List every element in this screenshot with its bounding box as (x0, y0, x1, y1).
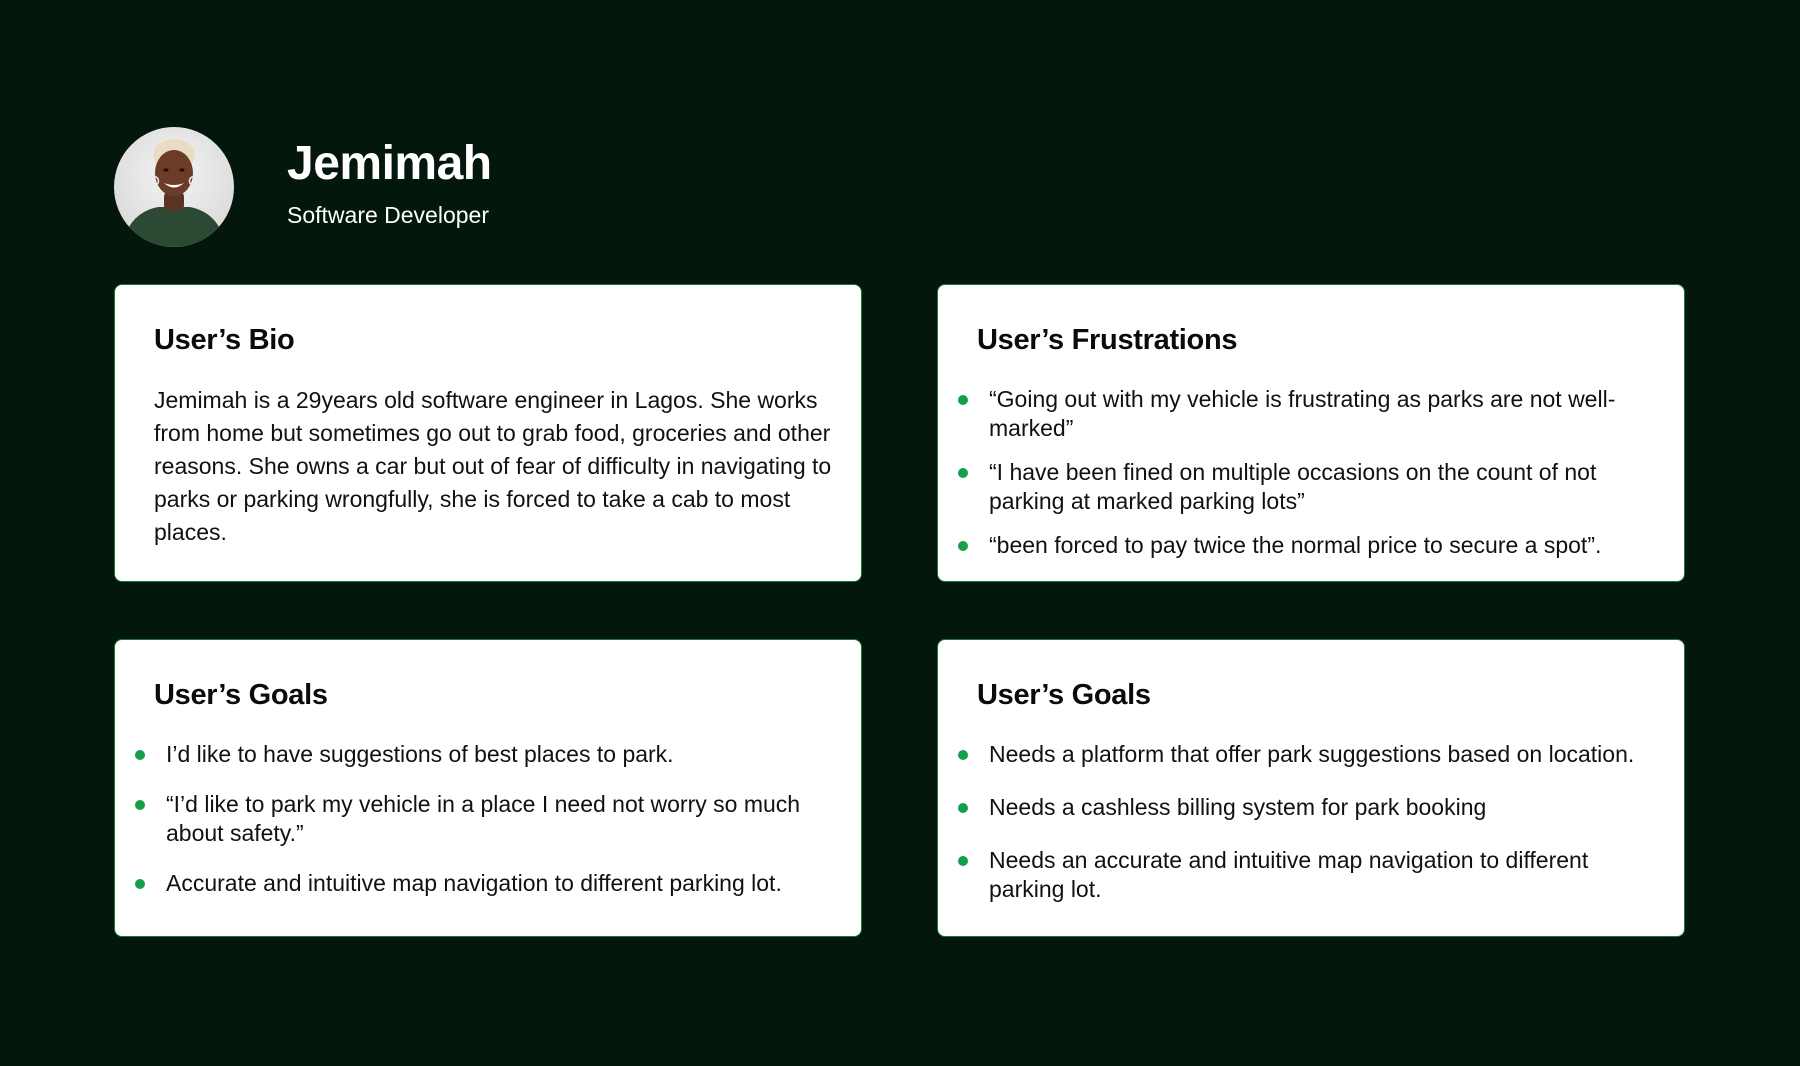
user-needs-card (937, 639, 1685, 937)
user-bio-card (114, 284, 862, 582)
persona-role: Software Developer (287, 201, 489, 228)
list-item-text: Needs a cashless billing system for park booking (989, 794, 1487, 820)
user-goals-title: User’s Goals (154, 679, 328, 711)
bullet-dot-icon (135, 750, 145, 760)
bullet-dot-icon (135, 879, 145, 889)
user-bio-title: User’s Bio (154, 324, 295, 356)
list-item (958, 385, 1658, 443)
goals-list (135, 740, 835, 919)
user-frustrations-card (937, 284, 1685, 582)
bullet-dot-icon (958, 856, 968, 866)
user-bio-text: Jemimah is a 29years old software engineer in Lagos. She works from home but sometimes go out to grab food, groceries and other reasons. She owns a car but out of fear of difficulty in navigating to parks or parking wrongfully, she is forced to take a cab to most places. (154, 387, 832, 545)
list-item-text: “been forced to pay twice the normal price to secure a spot”. (989, 532, 1602, 558)
list-item (135, 790, 835, 848)
persona-name: Jemimah (287, 136, 492, 190)
user-frustrations-title: User’s Frustrations (977, 324, 1238, 356)
user-needs-title: User’s Goals (977, 679, 1151, 711)
list-item-text: Needs an accurate and intuitive map navigation to different parking lot. (989, 847, 1589, 902)
bullet-dot-icon (958, 541, 968, 551)
list-item (135, 869, 835, 898)
list-item-text: “I have been fined on multiple occasions on the count of not parking at marked parking lots” (989, 459, 1597, 514)
frustrations-list (958, 385, 1658, 575)
list-item-text: “Going out with my vehicle is frustrating as parks are not well-marked” (989, 386, 1616, 441)
needs-list (958, 740, 1658, 928)
list-item-text: “I’d like to park my vehicle in a place I need not worry so much about safety.” (166, 791, 801, 846)
user-goals-card (114, 639, 862, 937)
bullet-dot-icon (958, 803, 968, 813)
persona-header (114, 127, 492, 247)
list-item (958, 846, 1658, 904)
bullet-dot-icon (958, 395, 968, 405)
list-item (958, 458, 1658, 516)
bullet-dot-icon (958, 468, 968, 478)
list-item (958, 793, 1658, 822)
list-item (135, 740, 835, 769)
bullet-dot-icon (135, 800, 145, 810)
list-item (958, 531, 1658, 560)
list-item-text: I’d like to have suggestions of best places to park. (166, 741, 674, 767)
list-item-text: Accurate and intuitive map navigation to different parking lot. (166, 870, 782, 896)
list-item-text: Needs a platform that offer park suggestions based on location. (989, 741, 1635, 767)
list-item (958, 740, 1658, 769)
avatar (114, 127, 234, 247)
avatar-photo-icon (114, 127, 234, 247)
bullet-dot-icon (958, 750, 968, 760)
